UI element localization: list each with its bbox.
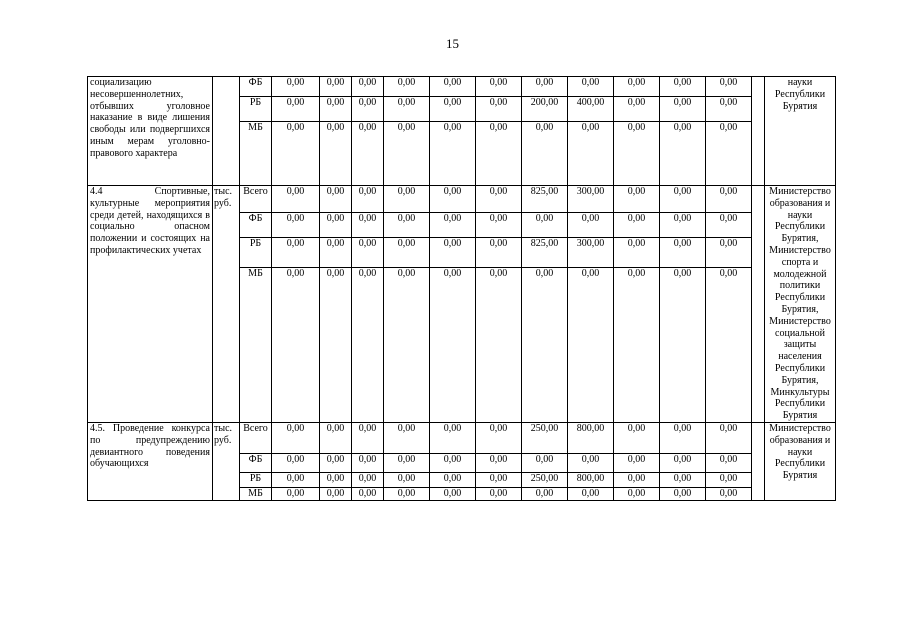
value-cell: 0,00 — [614, 268, 660, 423]
value-cell: 0,00 — [614, 454, 660, 473]
value-cell: 0,00 — [476, 268, 522, 423]
value-cell: 0,00 — [384, 186, 430, 213]
value-cell: 0,00 — [352, 77, 384, 97]
value-cell: 0,00 — [706, 488, 752, 501]
value-cell: 0,00 — [614, 488, 660, 501]
value-cell: 0,00 — [272, 454, 320, 473]
value-cell: 0,00 — [320, 473, 352, 488]
value-cell: 0,00 — [352, 213, 384, 238]
value-cell: 0,00 — [272, 488, 320, 501]
value-cell: 0,00 — [568, 268, 614, 423]
funding-source: МБ — [240, 488, 272, 501]
value-cell: 0,00 — [660, 186, 706, 213]
value-cell: 0,00 — [272, 97, 320, 122]
value-cell: 0,00 — [614, 238, 660, 268]
measure-description: 4.5. Проведение конкурса по предупреждению девиантного поведения обучающихся — [88, 423, 213, 501]
value-cell: 0,00 — [384, 213, 430, 238]
value-cell: 0,00 — [660, 77, 706, 97]
value-cell: 0,00 — [430, 238, 476, 268]
value-cell: 300,00 — [568, 186, 614, 213]
value-cell: 0,00 — [272, 238, 320, 268]
table-row — [88, 186, 836, 213]
value-cell: 0,00 — [660, 488, 706, 501]
value-cell: 0,00 — [352, 97, 384, 122]
value-cell: 0,00 — [706, 186, 752, 213]
value-cell: 0,00 — [320, 77, 352, 97]
value-cell: 0,00 — [476, 454, 522, 473]
value-cell: 0,00 — [430, 423, 476, 454]
value-cell: 0,00 — [384, 473, 430, 488]
gap-column — [752, 186, 765, 423]
funding-source: МБ — [240, 268, 272, 423]
value-cell: 0,00 — [614, 186, 660, 213]
value-cell: 0,00 — [476, 97, 522, 122]
value-cell: 0,00 — [476, 488, 522, 501]
measure-unit: тыс. руб. — [213, 186, 240, 423]
value-cell: 0,00 — [660, 268, 706, 423]
value-cell: 0,00 — [320, 213, 352, 238]
value-cell: 0,00 — [352, 186, 384, 213]
value-cell: 0,00 — [522, 488, 568, 501]
funding-source: ФБ — [240, 77, 272, 97]
value-cell: 0,00 — [476, 186, 522, 213]
value-cell: 0,00 — [352, 423, 384, 454]
value-cell: 0,00 — [352, 122, 384, 186]
value-cell: 0,00 — [430, 488, 476, 501]
funding-source: Всего — [240, 423, 272, 454]
value-cell: 0,00 — [706, 97, 752, 122]
value-cell: 0,00 — [384, 423, 430, 454]
value-cell: 0,00 — [272, 268, 320, 423]
value-cell: 0,00 — [352, 238, 384, 268]
value-cell: 0,00 — [522, 454, 568, 473]
table-row — [88, 77, 836, 97]
funding-source: Всего — [240, 186, 272, 213]
table-row — [88, 423, 836, 454]
measure-unit — [213, 77, 240, 186]
value-cell: 0,00 — [384, 122, 430, 186]
value-cell: 0,00 — [706, 268, 752, 423]
value-cell: 250,00 — [522, 473, 568, 488]
value-cell: 0,00 — [568, 488, 614, 501]
value-cell: 200,00 — [522, 97, 568, 122]
funding-source: РБ — [240, 97, 272, 122]
value-cell: 0,00 — [660, 122, 706, 186]
value-cell: 0,00 — [476, 238, 522, 268]
value-cell: 0,00 — [272, 186, 320, 213]
value-cell: 0,00 — [660, 97, 706, 122]
responsible-executor: науки Республики Бурятия — [765, 77, 836, 186]
value-cell: 0,00 — [430, 186, 476, 213]
responsible-executor: Министерство образования и науки Республики Бурятия — [765, 423, 836, 501]
value-cell: 0,00 — [706, 77, 752, 97]
value-cell: 0,00 — [320, 97, 352, 122]
value-cell: 0,00 — [352, 268, 384, 423]
value-cell: 0,00 — [430, 213, 476, 238]
value-cell: 0,00 — [320, 238, 352, 268]
value-cell: 0,00 — [660, 473, 706, 488]
value-cell: 0,00 — [476, 77, 522, 97]
value-cell: 0,00 — [614, 77, 660, 97]
measure-description: социализацию несовершеннолетних, отбывших уголовное наказание в виде лишения свободы или подвергшихся иным мерам уголовно-правового характера — [88, 77, 213, 186]
value-cell: 800,00 — [568, 423, 614, 454]
value-cell: 0,00 — [476, 473, 522, 488]
value-cell: 0,00 — [522, 122, 568, 186]
funding-source: ФБ — [240, 213, 272, 238]
funding-source: ФБ — [240, 454, 272, 473]
value-cell: 0,00 — [352, 488, 384, 501]
value-cell: 250,00 — [522, 423, 568, 454]
value-cell: 0,00 — [272, 473, 320, 488]
value-cell: 0,00 — [430, 473, 476, 488]
value-cell: 0,00 — [614, 97, 660, 122]
value-cell: 0,00 — [320, 454, 352, 473]
funding-source: РБ — [240, 473, 272, 488]
funding-source: РБ — [240, 238, 272, 268]
value-cell: 0,00 — [272, 77, 320, 97]
value-cell: 0,00 — [430, 122, 476, 186]
value-cell: 0,00 — [614, 122, 660, 186]
value-cell: 400,00 — [568, 97, 614, 122]
value-cell: 0,00 — [320, 122, 352, 186]
value-cell: 0,00 — [384, 454, 430, 473]
value-cell: 0,00 — [384, 268, 430, 423]
value-cell: 0,00 — [320, 186, 352, 213]
value-cell: 0,00 — [568, 122, 614, 186]
value-cell: 0,00 — [320, 423, 352, 454]
value-cell: 0,00 — [384, 97, 430, 122]
value-cell: 0,00 — [320, 268, 352, 423]
value-cell: 0,00 — [614, 213, 660, 238]
value-cell: 0,00 — [384, 238, 430, 268]
value-cell: 0,00 — [430, 97, 476, 122]
value-cell: 800,00 — [568, 473, 614, 488]
value-cell: 0,00 — [522, 268, 568, 423]
page-number: 15 — [446, 36, 459, 51]
value-cell: 0,00 — [384, 77, 430, 97]
value-cell: 0,00 — [430, 268, 476, 423]
value-cell: 0,00 — [614, 473, 660, 488]
value-cell: 0,00 — [352, 473, 384, 488]
value-cell: 0,00 — [706, 454, 752, 473]
value-cell: 0,00 — [568, 454, 614, 473]
value-cell: 0,00 — [430, 77, 476, 97]
funding-source: МБ — [240, 122, 272, 186]
value-cell: 0,00 — [568, 77, 614, 97]
value-cell: 0,00 — [660, 423, 706, 454]
value-cell: 0,00 — [660, 454, 706, 473]
budget-table — [87, 76, 836, 501]
gap-column — [752, 423, 765, 501]
value-cell: 0,00 — [476, 423, 522, 454]
value-cell: 0,00 — [476, 122, 522, 186]
value-cell: 0,00 — [706, 423, 752, 454]
value-cell: 0,00 — [706, 473, 752, 488]
value-cell: 0,00 — [522, 77, 568, 97]
value-cell: 0,00 — [660, 213, 706, 238]
responsible-executor: Министерство образования и науки Республики Бурятия, Министерство спорта и молодежной политики Республики Бурятия, Министерство социальной защиты населения Республики Бурятия, Минкультуры Республики Бурятия — [765, 186, 836, 423]
value-cell: 0,00 — [430, 454, 476, 473]
value-cell: 0,00 — [476, 213, 522, 238]
value-cell: 0,00 — [614, 423, 660, 454]
value-cell: 0,00 — [352, 454, 384, 473]
value-cell: 0,00 — [272, 213, 320, 238]
value-cell: 0,00 — [384, 488, 430, 501]
value-cell: 0,00 — [706, 122, 752, 186]
value-cell: 0,00 — [272, 423, 320, 454]
measure-description: 4.4 Спортивные, культурные мероприятия среди детей, находящихся в социально опасном положении и состоящих на профилактических учетах — [88, 186, 213, 423]
value-cell: 0,00 — [522, 213, 568, 238]
value-cell: 825,00 — [522, 238, 568, 268]
value-cell: 0,00 — [660, 238, 706, 268]
value-cell: 0,00 — [706, 238, 752, 268]
gap-column — [752, 77, 765, 186]
value-cell: 825,00 — [522, 186, 568, 213]
value-cell: 0,00 — [706, 213, 752, 238]
measure-unit: тыс. руб. — [213, 423, 240, 501]
value-cell: 300,00 — [568, 238, 614, 268]
value-cell: 0,00 — [568, 213, 614, 238]
value-cell: 0,00 — [272, 122, 320, 186]
value-cell: 0,00 — [320, 488, 352, 501]
